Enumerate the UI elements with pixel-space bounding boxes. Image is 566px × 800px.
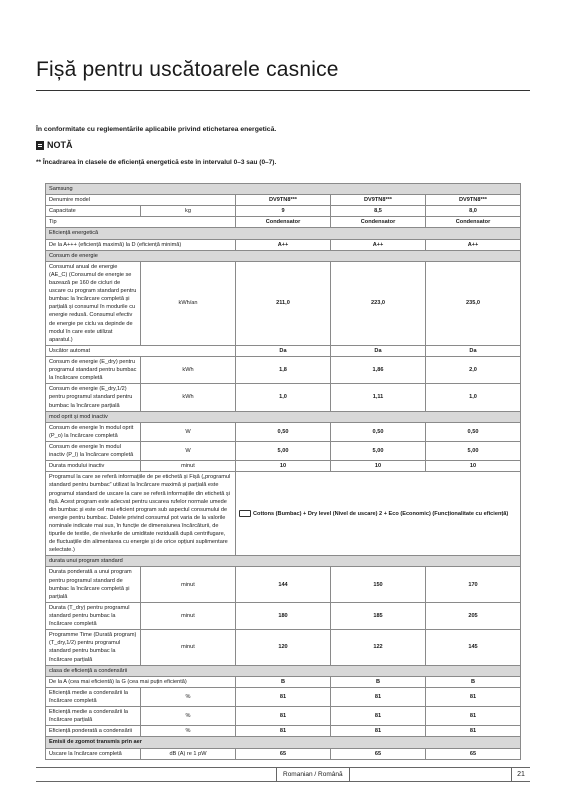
unit-cell: dB (A) re 1 pW: [141, 748, 236, 759]
table-row: [46, 345, 521, 356]
intro-text: În conformitate cu reglementările aplicabile privind etichetarea energetică.: [36, 126, 277, 133]
value-cell: 81: [236, 726, 331, 737]
unit-cell: %: [141, 707, 236, 726]
table-row: [46, 206, 521, 217]
value-cell: 0,50: [236, 422, 331, 441]
value-cell: 5,00: [236, 441, 331, 460]
value-cell: 145: [426, 630, 521, 665]
value-cell: Da: [331, 345, 426, 356]
row-label: Eficiență ponderată a condensării: [46, 726, 141, 737]
note-label: NOTĂ: [47, 140, 73, 150]
value-cell: 2,0: [426, 356, 521, 383]
unit-cell: kWh/an: [141, 261, 236, 345]
table-row: [46, 726, 521, 737]
value-cell: 10: [236, 461, 331, 472]
table-section-header: [46, 228, 521, 239]
table-row: [46, 217, 521, 228]
table-section-header: [46, 556, 521, 567]
row-label: Consum de energie în modul oprit (P_o) la încărcare completă: [46, 422, 141, 441]
table-row: [46, 184, 521, 195]
table-row: [46, 687, 521, 706]
table-section-header: [46, 737, 521, 748]
row-label: Durata ponderată a unui program pentru programul standard de bumbac la încărcare completă și parțială: [46, 567, 141, 602]
footer-language: Romanian / Română: [276, 768, 350, 781]
value-cell: Da: [236, 345, 331, 356]
value-cell: 8,0: [426, 206, 521, 217]
unit-cell: kWh: [141, 384, 236, 411]
row-label: Eficiență medie a condensării la încărcare parțială: [46, 707, 141, 726]
value-cell: A++: [331, 239, 426, 250]
value-cell: 0,50: [331, 422, 426, 441]
row-label: Consum de energie (E_dry,1/2) pentru programul standard pentru bumbac la încărcare parțială: [46, 384, 141, 411]
table-row: [46, 676, 521, 687]
table-row: [46, 441, 521, 460]
value-cell: DV9TN8***: [331, 195, 426, 206]
table-section-header: [46, 665, 521, 676]
table-row: [46, 602, 521, 629]
note-icon: [36, 141, 44, 150]
table-row: [46, 239, 521, 250]
value-cell: B: [426, 676, 521, 687]
value-cell: Condensator: [426, 217, 521, 228]
value-cell: 5,00: [331, 441, 426, 460]
value-cell: B: [331, 676, 426, 687]
value-cell: 1,11: [331, 384, 426, 411]
value-cell: 81: [331, 707, 426, 726]
value-cell: 10: [331, 461, 426, 472]
value-cell: 120: [236, 630, 331, 665]
row-label: Durata (T_dry) pentru programul standard pentru bumbac la încărcare completă: [46, 602, 141, 629]
value-cell: 144: [236, 567, 331, 602]
value-cell: B: [236, 676, 331, 687]
row-label: Uscare la încărcare completă: [46, 748, 141, 759]
note-text: ** Încadrarea în clasele de eficiență energetică este în intervalul 0–3 sau (0–7).: [36, 159, 277, 166]
row-label: Consum de energie în modul inactiv (P_l) la încărcare completă: [46, 441, 141, 460]
row-label: Capacitate: [46, 206, 141, 217]
value-cell: 81: [331, 687, 426, 706]
unit-cell: minut: [141, 567, 236, 602]
page-title: Fișă pentru uscătoarele casnice: [36, 58, 339, 81]
title-divider: [36, 90, 530, 91]
table-row: [46, 461, 521, 472]
unit-cell: kWh: [141, 356, 236, 383]
row-label: De la A (cea mai eficientă) la G (cea mai puțin eficientă): [46, 676, 236, 687]
value-cell: 223,0: [331, 261, 426, 345]
value-cell: DV9TN8***: [236, 195, 331, 206]
program-note-cell: [236, 472, 521, 556]
program-icon: [239, 510, 251, 517]
table-row: [46, 748, 521, 759]
row-label: Programme Time (Durată program) (T_dry,1/2) pentru programul standard pentru bumbac la încărcare parțială: [46, 630, 141, 665]
table-row: [46, 630, 521, 665]
value-cell: 180: [236, 602, 331, 629]
value-cell: 0,50: [426, 422, 521, 441]
table-row: [46, 707, 521, 726]
value-cell: 8,5: [331, 206, 426, 217]
section-title: Consum de energie: [46, 250, 521, 261]
note-heading: [36, 140, 73, 150]
value-cell: 170: [426, 567, 521, 602]
value-cell: 81: [426, 707, 521, 726]
row-label: Durata modului inactiv: [46, 461, 141, 472]
unit-cell: %: [141, 687, 236, 706]
row-label: Consum de energie (E_dry) pentru programul standard pentru bumbac la încărcare completă: [46, 356, 141, 383]
unit-cell: %: [141, 726, 236, 737]
section-title: clasa de eficiență a condensării: [46, 665, 521, 676]
value-cell: Condensator: [331, 217, 426, 228]
row-label: Denumire model: [46, 195, 236, 206]
unit-cell: W: [141, 422, 236, 441]
unit-cell: minut: [141, 461, 236, 472]
table-row: [46, 472, 521, 556]
value-cell: 81: [331, 726, 426, 737]
program-note: Cottons (Bumbac) + Dry level (Nivel de uscare) 2 + Eco (Economic) (Funcționalitate cu eficiență): [253, 510, 509, 517]
section-title: durata unui program standard: [46, 556, 521, 567]
value-cell: 1,86: [331, 356, 426, 383]
page-footer: [36, 767, 530, 782]
table-row: [46, 195, 521, 206]
unit-cell: minut: [141, 630, 236, 665]
row-label: Programul la care se referă informațiile de pe etichetă și Fișă („programul standard pentru bumbac” utilizat la încărcare maximă și parțială este programul standard de uscare la care se referă informațiile din etichetă și fișă. Acest program este adecvat pentru uscarea rufelor normale umede din bumbac și este cel mai eficient program sub aspectul consumului de energie pentru bumbac. Datele privind consumul pot varia de la valorile nominale indicate mai sus, în funcție de dimensiunea încărcăturii, de tipurile de textile, de nivelurile de umiditate reziduală după centrifugare, de fluctuațiile din alimentarea cu energie și de orice opțiuni suplimentare selectate.): [46, 472, 236, 556]
value-cell: 122: [331, 630, 426, 665]
value-cell: 65: [331, 748, 426, 759]
unit-cell: minut: [141, 602, 236, 629]
value-cell: 81: [236, 707, 331, 726]
value-cell: 9: [236, 206, 331, 217]
value-cell: 5,00: [426, 441, 521, 460]
brand-cell: Samsung: [46, 184, 521, 195]
value-cell: 81: [426, 687, 521, 706]
value-cell: 10: [426, 461, 521, 472]
table-section-header: [46, 250, 521, 261]
value-cell: DV9TN8***: [426, 195, 521, 206]
value-cell: 205: [426, 602, 521, 629]
table-row: [46, 384, 521, 411]
value-cell: 1,0: [426, 384, 521, 411]
table-row: [46, 356, 521, 383]
value-cell: 185: [331, 602, 426, 629]
unit-cell: W: [141, 441, 236, 460]
value-cell: 65: [426, 748, 521, 759]
value-cell: 235,0: [426, 261, 521, 345]
value-cell: 81: [236, 687, 331, 706]
section-title: mod oprit și mod inactiv: [46, 411, 521, 422]
value-cell: 211,0: [236, 261, 331, 345]
product-fiche-table: [45, 183, 521, 760]
table-row: [46, 261, 521, 345]
value-cell: 150: [331, 567, 426, 602]
row-label: Eficiență medie a condensării la încărcare completă: [46, 687, 141, 706]
unit-cell: kg: [141, 206, 236, 217]
section-title: Eficiență energetică: [46, 228, 521, 239]
value-cell: 81: [426, 726, 521, 737]
row-label: Uscător automat: [46, 345, 236, 356]
value-cell: A++: [236, 239, 331, 250]
table-row: [46, 422, 521, 441]
value-cell: 65: [236, 748, 331, 759]
page-number: 21: [511, 768, 530, 781]
table-section-header: [46, 411, 521, 422]
row-label: Tip: [46, 217, 236, 228]
value-cell: 1,0: [236, 384, 331, 411]
value-cell: A++: [426, 239, 521, 250]
section-title: Emisii de zgomot transmis prin aer: [46, 737, 521, 748]
table-row: [46, 567, 521, 602]
value-cell: Condensator: [236, 217, 331, 228]
value-cell: Da: [426, 345, 521, 356]
row-label: Consumul anual de energie (AE_C) (Consumul de energie se bazează pe 160 de cicluri de uscare cu program standard pentru bumbac la încărcare completă și parțială și consumul în modurile cu energie redusă. Consumul efectiv de energie pe ciclu va depinde de modul în care este utilizat aparatul.): [46, 261, 141, 345]
value-cell: 1,8: [236, 356, 331, 383]
row-label: De la A+++ (eficiență maximă) la D (eficiență minimă): [46, 239, 236, 250]
